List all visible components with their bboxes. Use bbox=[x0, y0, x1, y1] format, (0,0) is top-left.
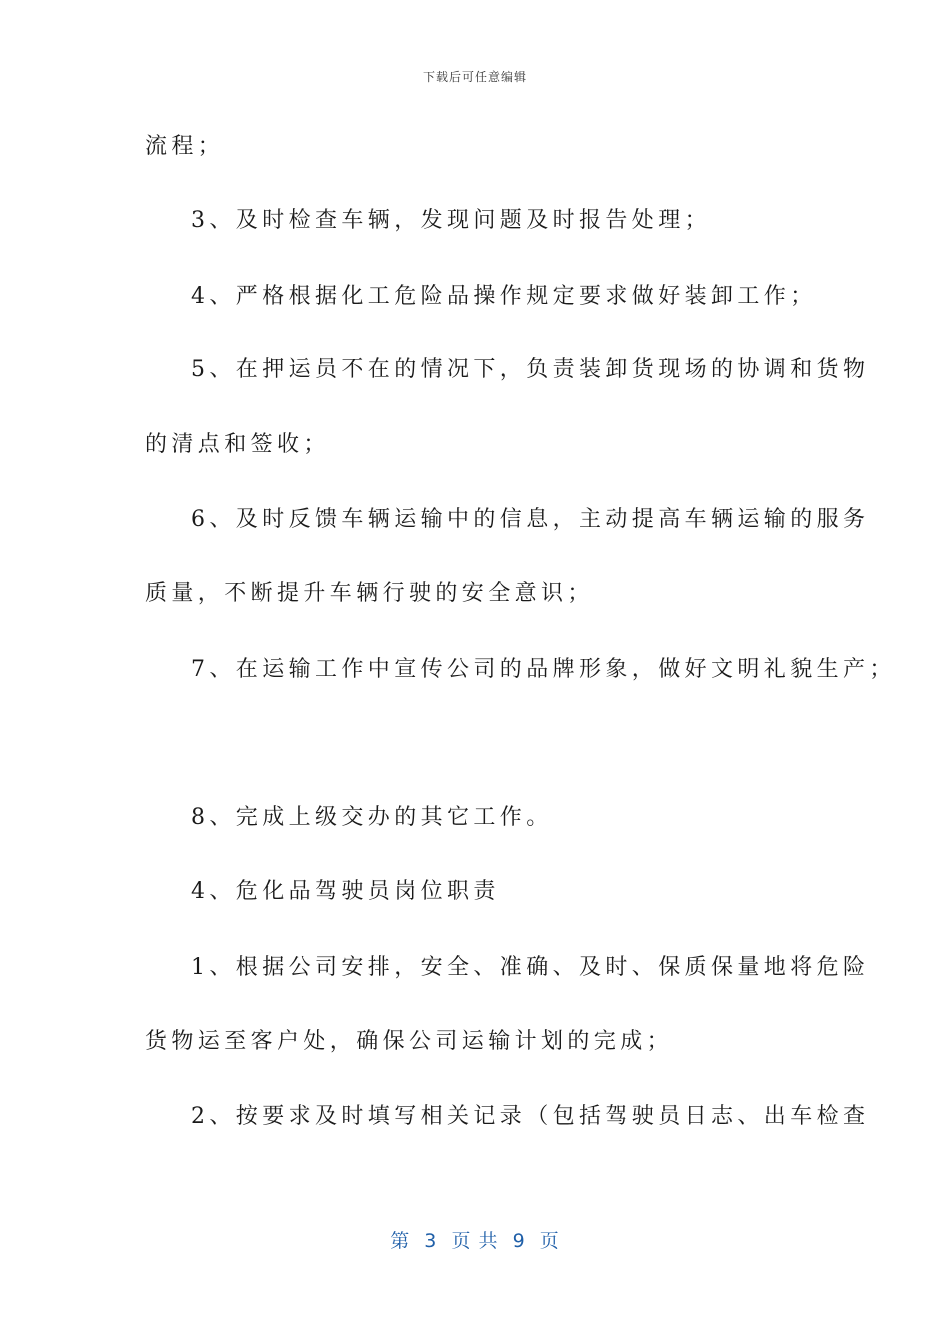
body-line: 流程； bbox=[145, 134, 225, 159]
body-line: 2、按要求及时填写相关记录（包括驾驶员日志、出车检查 bbox=[191, 1104, 870, 1129]
body-line: 5、在押运员不在的情况下，负责装卸货现场的协调和货物 bbox=[191, 357, 870, 382]
body-line: 1、根据公司安排，安全、准确、及时、保质保量地将危险 bbox=[191, 955, 870, 980]
body-line: 质量，不断提升车辆行驶的安全意识； bbox=[145, 581, 594, 606]
section-heading: 4、危化品驾驶员岗位职责 bbox=[191, 879, 500, 904]
page-number-footer: 第 3 页 共 9 页 bbox=[390, 1230, 560, 1252]
body-line: 的清点和签收； bbox=[145, 432, 330, 457]
body-line: 8、完成上级交办的其它工作。 bbox=[191, 805, 553, 830]
body-line: 4、严格根据化工危险品操作规定要求做好装卸工作； bbox=[191, 284, 817, 309]
body-line: 6、及时反馈车辆运输中的信息，主动提高车辆运输的服务 bbox=[191, 507, 870, 532]
page-header-note: 下载后可任意编辑 bbox=[422, 70, 527, 84]
body-line: 7、在运输工作中宣传公司的品牌形象，做好文明礼貌生产； bbox=[191, 657, 896, 682]
body-line: 货物运至客户处，确保公司运输计划的完成； bbox=[145, 1029, 674, 1054]
body-line: 3、及时检查车辆，发现问题及时报告处理； bbox=[191, 208, 711, 233]
